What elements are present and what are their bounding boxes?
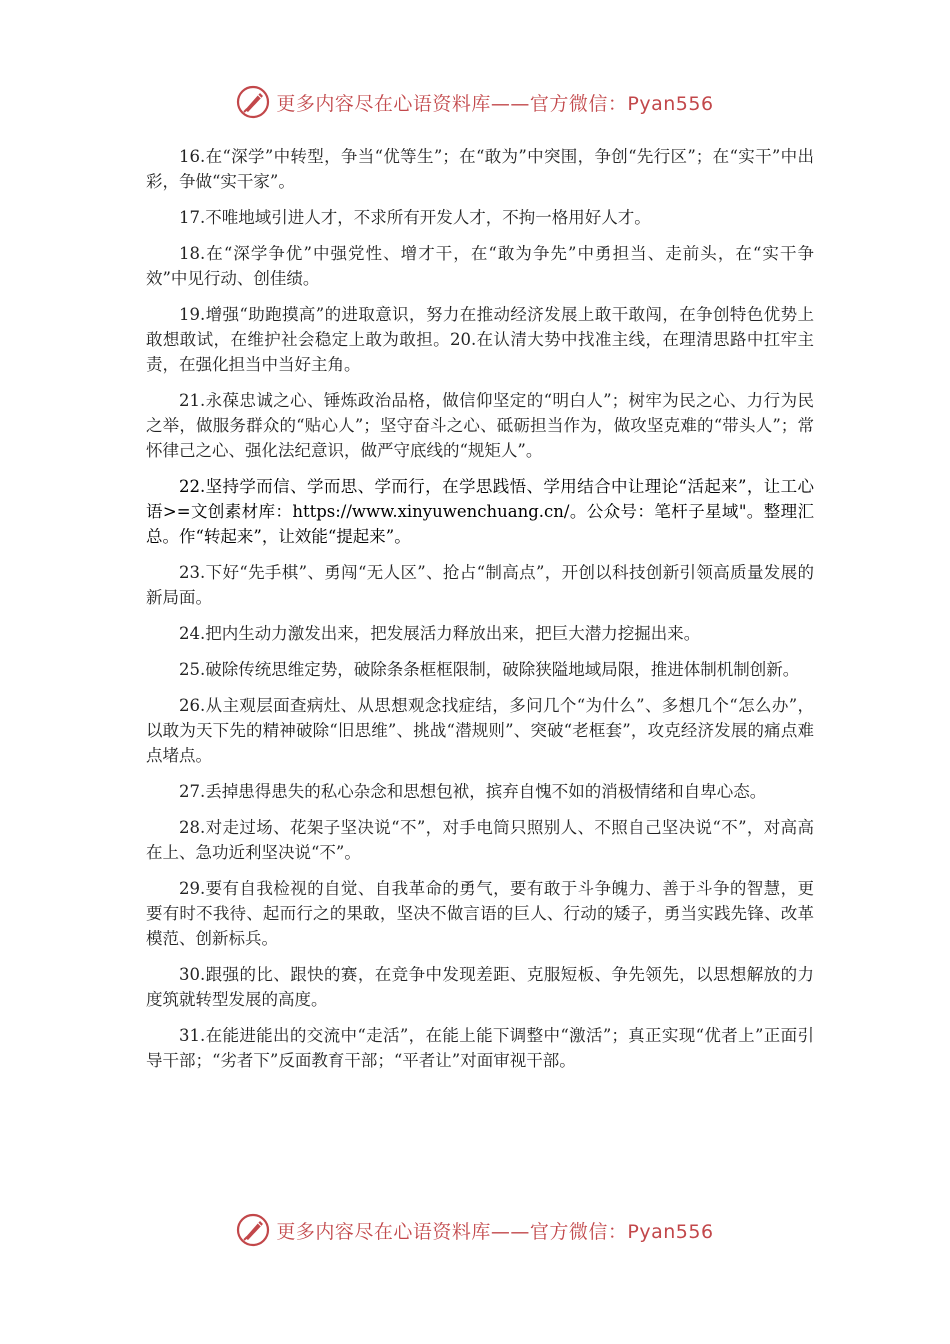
paragraph-26: 26.从主观层面查病灶、从思想观念找症结，多问几个“为什么”、多想几个“怎么办”，以敢为天下先的精神破除“旧思维”、挑战“潜规则”、突破“老框套”，攻克经济发展的痛点难点堵点。: [146, 696, 814, 765]
paragraph-25: 25.破除传统思维定势，破除条条框框限制，破除狭隘地域局限，推进体制机制创新。: [179, 660, 800, 679]
paragraph-29: 29.要有自我检视的自觉、自我革命的勇气，要有敢于斗争魄力、善于斗争的智慧，更要有时不我待、起而行之的果敢，坚决不做言语的巨人、行动的矮子，勇当实践先锋、改革模范、创新标兵。: [146, 879, 814, 948]
paragraph-23: 23.下好“先手棋”、勇闯“无人区”、抢占“制高点”，开创以科技创新引领高质量发展的新局面。: [146, 563, 814, 607]
paragraph-16: 16.在“深学”中转型，争当“优等生”；在“敢为”中突围，争创“先行区”；在“实干”中出彩，争做“实干家”。: [146, 147, 814, 191]
paragraph-27: 27.丢掉患得患失的私心杂念和思想包袱，摈弃自愧不如的消极情绪和自卑心态。: [179, 782, 767, 801]
document-body: [146, 144, 814, 1084]
paragraph-19-20: 19.增强“助跑摸高”的进取意识，努力在推动经济发展上敢干敢闯，在争创特色优势上敢想敢试，在维护社会稳定上敢为敢担。20.在认清大势中找准主线，在理清思路中扛牢主责，在强化担当中当好主角。: [146, 305, 814, 374]
footer-banner-content: [236, 1213, 713, 1247]
header-banner-content: [236, 85, 713, 119]
paragraph-17: 17.不唯地域引进人才，不求所有开发人才，不拘一格用好人才。: [179, 208, 651, 227]
quill-pen-logo-icon: [236, 85, 270, 119]
footer-banner-text: 更多内容尽在心语资料库——官方微信：Pyan556: [276, 1220, 714, 1243]
paragraph-31: 31.在能进能出的交流中“走活”，在能上能下调整中“激活”；真正实现“优者上”正面引导干部；“劣者下”反面教育干部；“平者让”对面审视干部。: [146, 1026, 814, 1070]
header-banner-text: 更多内容尽在心语资料库——官方微信：Pyan556: [276, 92, 714, 115]
quill-pen-logo-icon: [236, 1213, 270, 1247]
paragraph-22: 22.坚持学而信、学而思、学而行，在学思践悟、学用结合中让理论“活起来”，让工心语>=文创素材库：https://www.xinyuwenchuang.cn/。公众号：笔杆子星域"。整理汇总。作“转起来”，让效能“提起来”。: [146, 477, 814, 546]
paragraph-30: 30.跟强的比、跟快的赛，在竞争中发现差距、克服短板、争先领先，以思想解放的力度筑就转型发展的高度。: [146, 965, 814, 1009]
footer-banner: [0, 1210, 950, 1250]
paragraph-28: 28.对走过场、花架子坚决说“不”，对手电筒只照别人、不照自己坚决说“不”，对高高在上、急功近利坚决说“不”。: [146, 818, 814, 862]
paragraph-18: 18.在“深学争优”中强党性、增才干，在“敢为争先”中勇担当、走前头，在“实干争效”中见行动、创佳绩。: [146, 244, 814, 288]
paragraph-24: 24.把内生动力激发出来，把发展活力释放出来，把巨大潜力挖掘出来。: [179, 624, 701, 643]
header-banner: [0, 82, 950, 122]
paragraph-21: 21.永葆忠诚之心、锤炼政治品格，做信仰坚定的“明白人”；树牢为民之心、力行为民之举，做服务群众的“贴心人”；坚守奋斗之心、砥砺担当作为，做攻坚克难的“带头人”；常怀律己之心、强化法纪意识，做严守底线的“规矩人”。: [146, 391, 814, 460]
